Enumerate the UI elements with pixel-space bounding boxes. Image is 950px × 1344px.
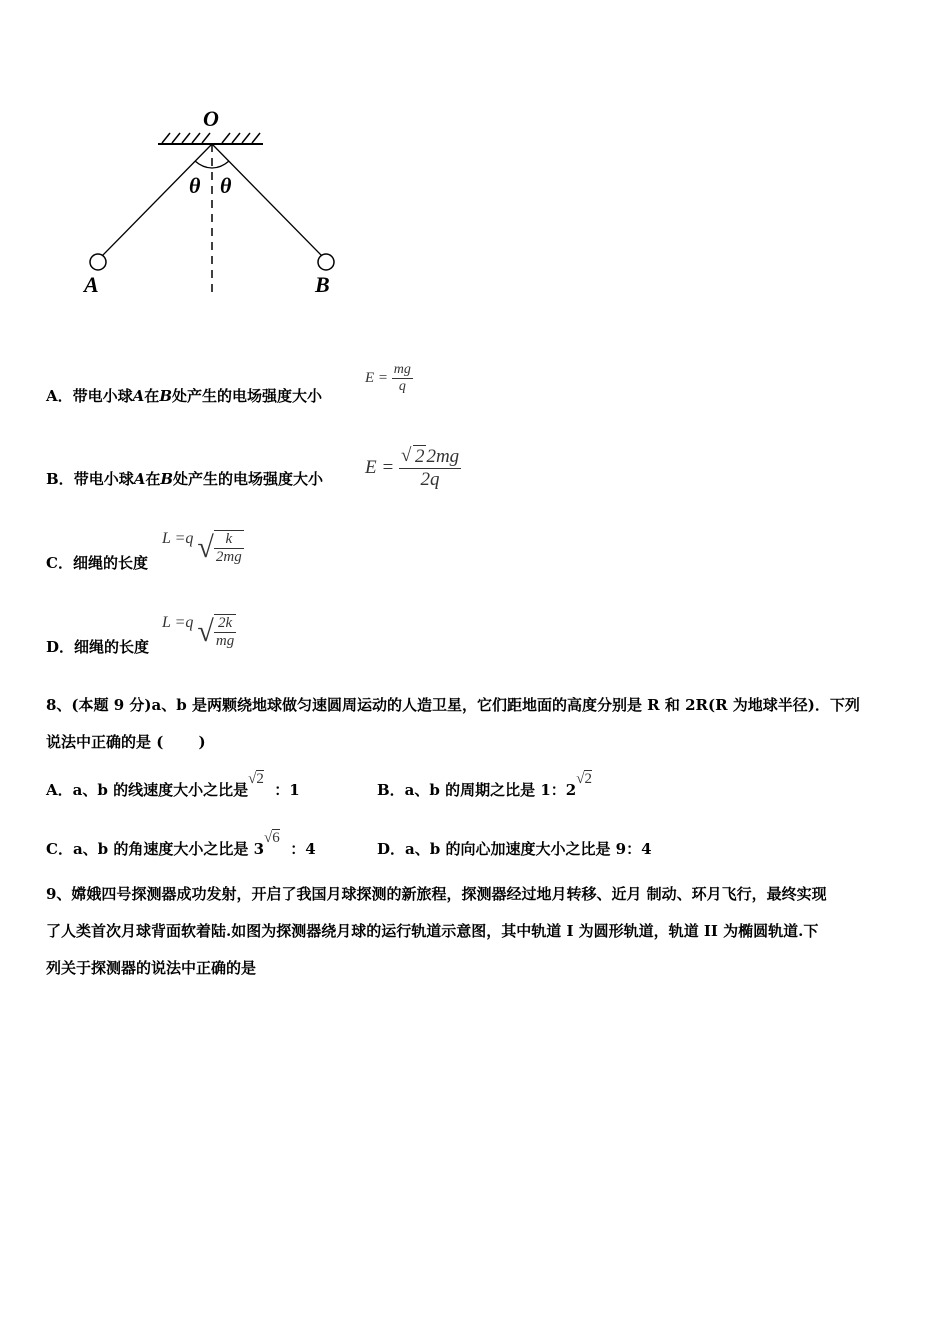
formula-lhs: L =q — [162, 530, 194, 547]
option-text: B．a、b 的周期之比是 1：2 — [377, 781, 577, 799]
var-a: A — [133, 470, 146, 488]
ceiling-hatch — [162, 133, 260, 143]
formula-e-sqrt2mg-2q: E = √ 2 2mg 2q — [365, 445, 460, 490]
q9-stem-line1: 9、嫦娥四号探测器成功发射，开启了我国月球探测的新旅程，探测器经过地月转移、近月 制动、环月飞行，最终实现 — [46, 885, 827, 903]
q7-option-d — [46, 637, 149, 657]
sqrt-argument: 2 — [584, 771, 592, 787]
formula-denominator: q — [392, 378, 413, 395]
formula-e-mg-q — [365, 362, 413, 395]
option-text-tail: ：1 — [274, 781, 300, 799]
formula-lhs: E = — [365, 457, 395, 478]
option-text: C．a、b 的角速度大小之比是 3 — [46, 840, 265, 858]
q7-option-a — [46, 364, 322, 406]
label-o: O — [203, 106, 219, 131]
formula-lhs: L =q — [162, 614, 194, 631]
formula-denominator: 2mg — [215, 549, 242, 565]
var-a: A — [132, 387, 145, 405]
label-theta-right: θ — [220, 173, 232, 198]
q9-stem — [46, 876, 908, 987]
q7-option-b — [46, 469, 323, 489]
option-letter: D． — [46, 638, 75, 656]
label-b: B — [315, 272, 330, 297]
option-text: 在 — [145, 470, 161, 488]
formula-lhs: E = — [365, 370, 389, 386]
formula-l-c: L =q √ $\frac{k}{2mg}$ — [162, 530, 242, 565]
q8-stem-line1: 8、(本题 9 分)a、b 是两颗绕地球做匀速圆周运动的人造卫星，它们距地面的高度分别是 R 和 2R(R 为地球半径)．下列 — [46, 696, 860, 714]
formula-denominator: 2q — [399, 468, 461, 491]
q7-option-c — [46, 553, 148, 573]
formula-l-d: L =q √ $\frac{2k}{mg}$ — [162, 614, 235, 649]
q8-option-c: C．a、b 的角速度大小之比是 3√6 ：4 — [46, 830, 316, 858]
option-text: 处产生的电场强度大小 — [173, 470, 324, 488]
option-text: 带电小球 — [73, 470, 134, 488]
option-text-tail: ：4 — [290, 840, 316, 858]
option-text: D．a、b 的向心加速度大小之比是 9：4 — [377, 840, 652, 858]
q8-option-d — [377, 839, 652, 859]
formula-denominator: mg — [215, 633, 235, 649]
label-theta-left: θ — [189, 173, 201, 198]
option-text: 细绳的长度 — [74, 638, 150, 656]
option-text: 带电小球 — [72, 387, 133, 405]
sqrt-argument: 6 — [272, 830, 280, 846]
option-letter: C． — [46, 554, 73, 572]
ball-a — [90, 254, 106, 270]
sqrt-argument: 2 — [256, 771, 264, 787]
formula-numerator: 2k — [217, 615, 233, 631]
formula-numerator: k — [225, 531, 233, 547]
ball-b — [318, 254, 334, 270]
option-text: A．a、b 的线速度大小之比是 — [46, 781, 249, 799]
angle-arc-right — [212, 161, 229, 168]
formula-numerator: 2mg — [426, 446, 460, 467]
q8-option-a: A．a、b 的线速度大小之比是√2 ：1 — [46, 771, 300, 799]
label-a: A — [84, 272, 99, 297]
q9-stem-line2: 了人类首次月球背面软着陆.如图为探测器绕月球的运行轨道示意图，其中轨道 I 为圆形轨道，轨道 II 为椭圆轨道.下 — [46, 922, 819, 940]
q8-stem-line2: 说法中正确的是 ( ) — [46, 733, 206, 751]
pendulum-figure — [70, 100, 390, 305]
option-letter: B． — [46, 470, 74, 488]
option-text: 在 — [144, 387, 160, 405]
sqrt-argument: 2 — [414, 446, 425, 467]
option-letter: A． — [46, 387, 73, 405]
var-b: B — [159, 387, 172, 405]
q9-stem-line3: 列关于探测器的说法中正确的是 — [46, 959, 257, 977]
angle-arc-left — [195, 161, 212, 168]
q8-stem — [46, 687, 908, 761]
q8-option-b: B．a、b 的周期之比是 1：2√2 — [377, 771, 592, 799]
var-b: B — [160, 470, 174, 488]
option-text: 细绳的长度 — [72, 554, 148, 572]
option-text: 处产生的电场强度大小 — [172, 387, 323, 405]
formula-numerator: mg — [393, 362, 411, 377]
